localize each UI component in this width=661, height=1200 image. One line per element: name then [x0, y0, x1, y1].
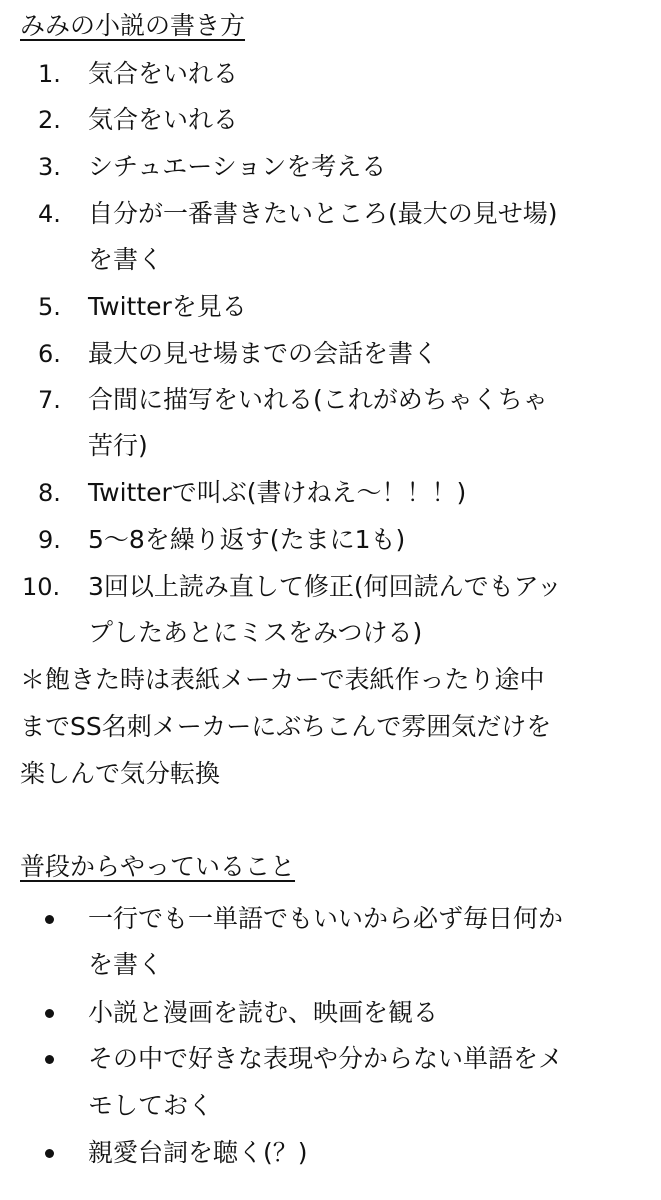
bullet-icon	[45, 1009, 54, 1018]
item-text-continued: プしたあとにミスをみつける)	[88, 618, 423, 647]
item-text: 5〜8を繰り返す(たまに1も)	[88, 525, 406, 554]
item-text: Twitterを見る	[88, 292, 247, 321]
item-number: 2.	[38, 106, 61, 134]
footnote-line: までSS名刺メーカーにぶちこんで雰囲気だけを	[20, 712, 552, 741]
footnote-line: 楽しんで気分転換	[20, 759, 221, 788]
item-number: 5.	[38, 293, 61, 321]
item-text: 気合をいれる	[88, 59, 239, 88]
item-text: 一行でも一単語でもいいから必ず毎日何か	[88, 904, 564, 933]
item-text-continued: を書く	[88, 950, 164, 979]
footnote-line: ＊飽きた時は表紙メーカーで表紙作ったり途中	[20, 665, 545, 694]
item-text: その中で好きな表現や分からない単語をメ	[88, 1044, 564, 1073]
section-title-writing-method: みみの小説の書き方	[20, 11, 246, 40]
item-text: 気合をいれる	[88, 105, 239, 134]
item-number: 4.	[38, 200, 61, 228]
bullet-icon	[45, 1055, 54, 1064]
item-text: 自分が一番書きたいところ(最大の見せ場)	[88, 199, 558, 228]
item-number: 7.	[38, 386, 61, 414]
section-title-daily-habits: 普段からやっていること	[20, 852, 296, 881]
item-number: 9.	[38, 526, 61, 554]
item-text: 3回以上読み直して修正(何回読んでもアッ	[88, 572, 562, 601]
item-number: 8.	[38, 479, 61, 507]
item-text: 合間に描写をいれる(これがめちゃくちゃ	[88, 385, 548, 414]
item-text: 最大の見せ場までの会話を書く	[88, 339, 439, 368]
bullet-icon	[45, 1149, 54, 1158]
item-number: 3.	[38, 153, 61, 181]
item-number: 10.	[22, 573, 61, 601]
item-text: 親愛台詞を聴く(？)	[88, 1138, 308, 1167]
item-number: 1.	[38, 60, 61, 88]
item-text: Twitterで叫ぶ(書けねえ〜！！！)	[88, 478, 467, 507]
item-text-continued: モしておく	[88, 1091, 214, 1120]
item-text: シチュエーションを考える	[88, 152, 387, 181]
item-number: 6.	[38, 340, 61, 368]
item-text-continued: を書く	[88, 245, 164, 274]
item-text: 小説と漫画を読む、映画を観る	[88, 998, 439, 1027]
bullet-icon	[45, 915, 54, 924]
item-text-continued: 苦行)	[88, 431, 148, 460]
